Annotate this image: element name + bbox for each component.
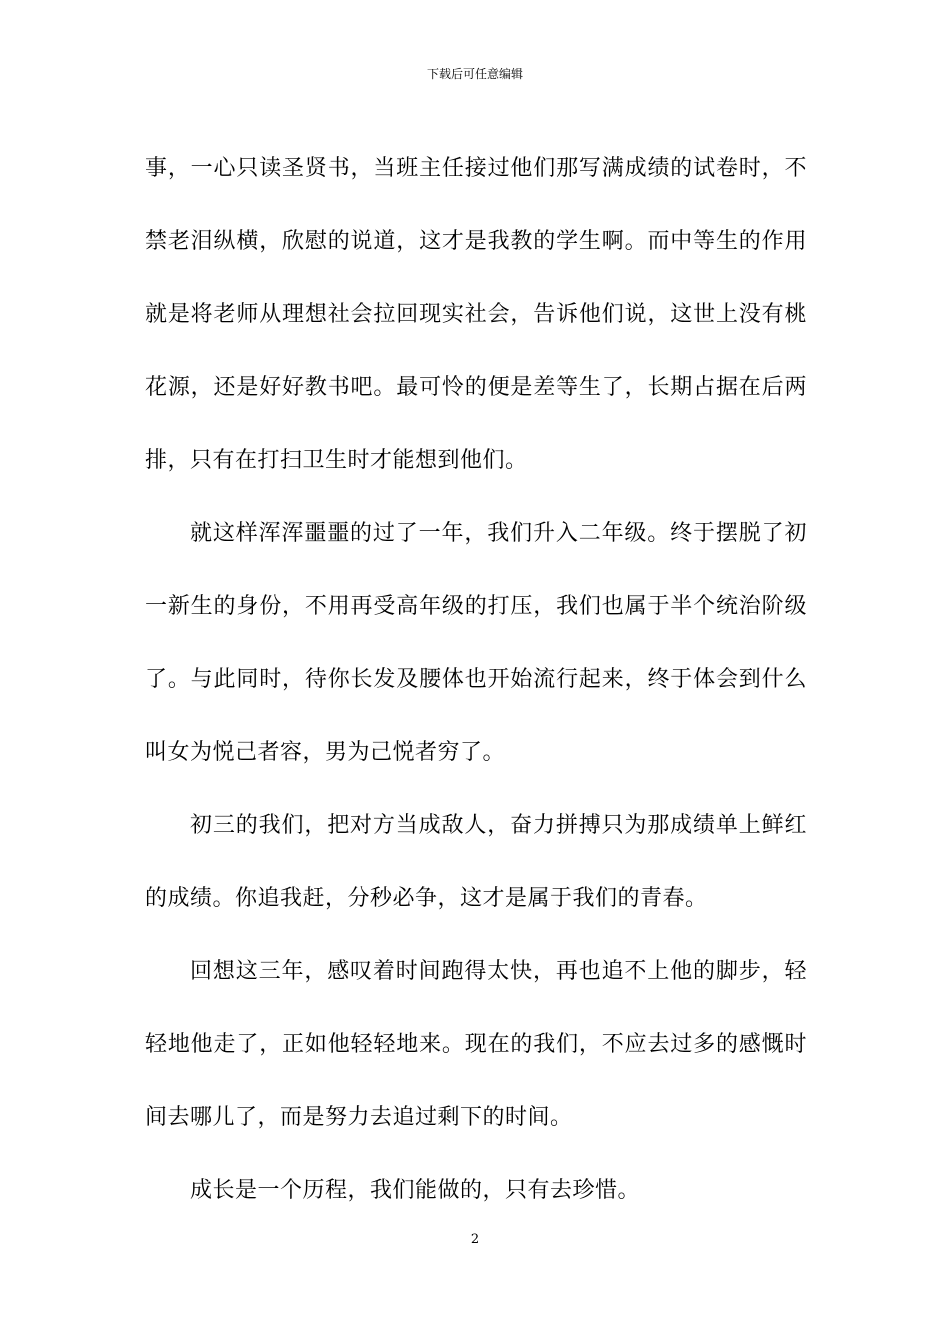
header-note: 下载后可任意编辑 [426, 67, 523, 81]
paragraph-reflection: 回想这三年，感叹着时间跑得太快，再也追不上他的脚步，轻轻地他走了，正如他轻轻地来。现在的我们，不应去过多的感慨时间去哪儿了，而是努力去追过剩下的时间。 [145, 959, 807, 1130]
paragraph-conclusion: 成长是一个历程，我们能做的，只有去珍惜。 [190, 1178, 641, 1203]
body-text [145, 132, 807, 1227]
paragraph-continuation: 事，一心只读圣贤书，当班主任接过他们那写满成绩的试卷时，不禁老泪纵横，欣慰的说道，这才是我教的学生啊。而中等生的作用就是将老师从理想社会拉回现实社会，告诉他们说，这世上没有桃花源，还是好好教书吧。最可怜的便是差等生了，长期占据在后两排，只有在打扫卫生时才能想到他们。 [145, 156, 807, 473]
paragraph-third-year: 初三的我们，把对方当成敌人，奋力拼搏只为那成绩单上鲜红的成绩。你追我赶，分秒必争，这才是属于我们的青春。 [145, 813, 807, 911]
page-number: 2 [470, 1232, 480, 1247]
paragraph-second-year: 就这样浑浑噩噩的过了一年，我们升入二年级。终于摆脱了初一新生的身份，不用再受高年级的打压，我们也属于半个统治阶级了。与此同时，待你长发及腰体也开始流行起来，终于体会到什么叫女为悦己者容，男为己悦者穷了。 [145, 521, 807, 765]
